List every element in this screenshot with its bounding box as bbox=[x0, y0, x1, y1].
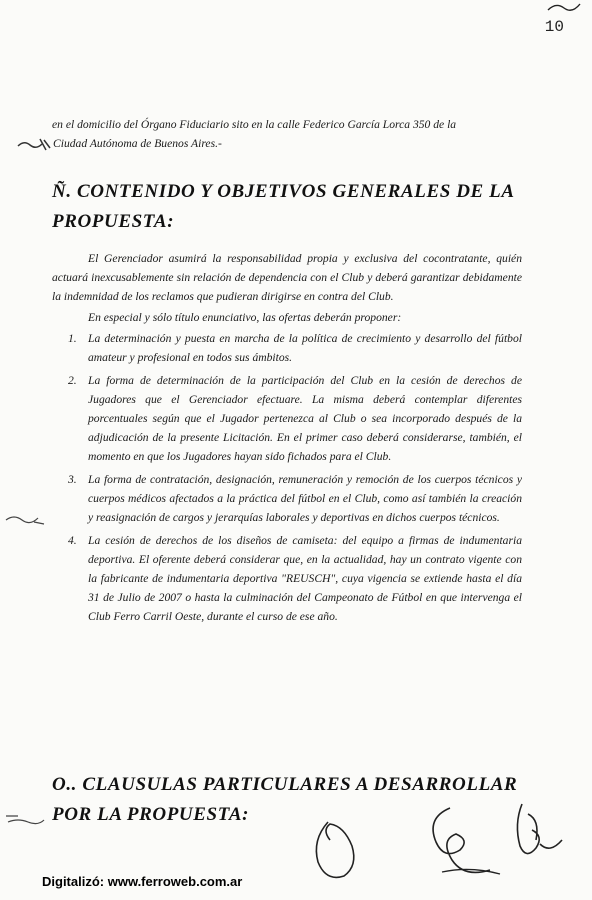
list-item-text: La cesión de derechos de los diseños de camiseta: del equipo a firmas de indumentaria deportiva. El oferente deberá considerar que, en la actualidad, hay un contrato vigente con la fabricante de indumentaria deportiva "REUSCH", cuya vigencia se extiende hasta el día 31 de Julio de 2007 o hasta la culminación del Campeonato de Fútbol en que intervenga el Club Ferro Carril Oeste, durante el curso de ese año. bbox=[88, 534, 522, 623]
list-item-text: La determinación y puesta en marcha de la política de crecimiento y desarrollo del fútbol amateur y profesional en todos sus ámbitos. bbox=[88, 332, 522, 364]
signatures-icon bbox=[300, 800, 570, 890]
intro-paragraph bbox=[52, 115, 522, 153]
list-item-number: 2. bbox=[68, 374, 77, 387]
list-item bbox=[52, 470, 522, 527]
list-item bbox=[52, 329, 522, 367]
page-number: 10 bbox=[544, 18, 564, 36]
list-item bbox=[52, 531, 522, 626]
digitized-credit: Digitalizó: www.ferroweb.com.ar bbox=[42, 874, 243, 889]
proposal-items-list bbox=[52, 329, 522, 626]
section-o-heading: O.. CLAUSULAS PARTICULARES A DESARROLLAR POR LA PROPUESTA: bbox=[52, 774, 518, 825]
corner-scribble-icon bbox=[544, 0, 584, 14]
section-n-paragraph-2: En especial y sólo título enunciativo, las ofertas deberán proponer: bbox=[88, 311, 402, 324]
list-item-number: 3. bbox=[68, 473, 77, 486]
margin-mark-icon bbox=[16, 136, 54, 154]
list-item-text: La forma de contratación, designación, remuneración y remoción de los cuerpos técnicos y cuerpos médicos afectados a la práctica del fútbol en el Club, como así también la creación y reasignación de cargos y jerarquías laborales y deportivas en dichos cuerpos técnicos. bbox=[88, 473, 522, 524]
margin-mark-icon bbox=[4, 512, 48, 528]
margin-mark-icon bbox=[4, 810, 48, 828]
section-n-heading: Ñ. CONTENIDO Y OBJETIVOS GENERALES DE LA PROPUESTA: bbox=[52, 181, 514, 232]
list-item-number: 1. bbox=[68, 332, 77, 345]
list-item bbox=[52, 371, 522, 466]
intro-line-2: Ciudad Autónoma de Buenos Aires.- bbox=[53, 137, 222, 150]
section-n-paragraph-1: El Gerenciador asumirá la responsabilidad propia y exclusiva del cocontratante, quién actuará inexcusablemente sin relación de dependencia con el Club y deberá garantizar debidamente la indemnidad de los reclamos que pudieran dirigirse en contra del Club. bbox=[52, 252, 522, 303]
list-item-text: La forma de determinación de la participación del Club en la cesión de derechos de Jugadores que el Gerenciador efectuare. La misma deberá contemplar diferentes porcentuales según que el Jugador pertenezca al Club o sea incorporado después de la adjudicación de la presente Licitación. En el primer caso deberá considerarse, también, el momento en que los Jugadores hayan sido fichados para el Club. bbox=[88, 374, 522, 463]
list-item-number: 4. bbox=[68, 534, 77, 547]
intro-line-1: en el domicilio del Órgano Fiduciario sito en la calle Federico García Lorca 350 de la bbox=[52, 118, 457, 131]
section-n-body bbox=[52, 249, 522, 630]
